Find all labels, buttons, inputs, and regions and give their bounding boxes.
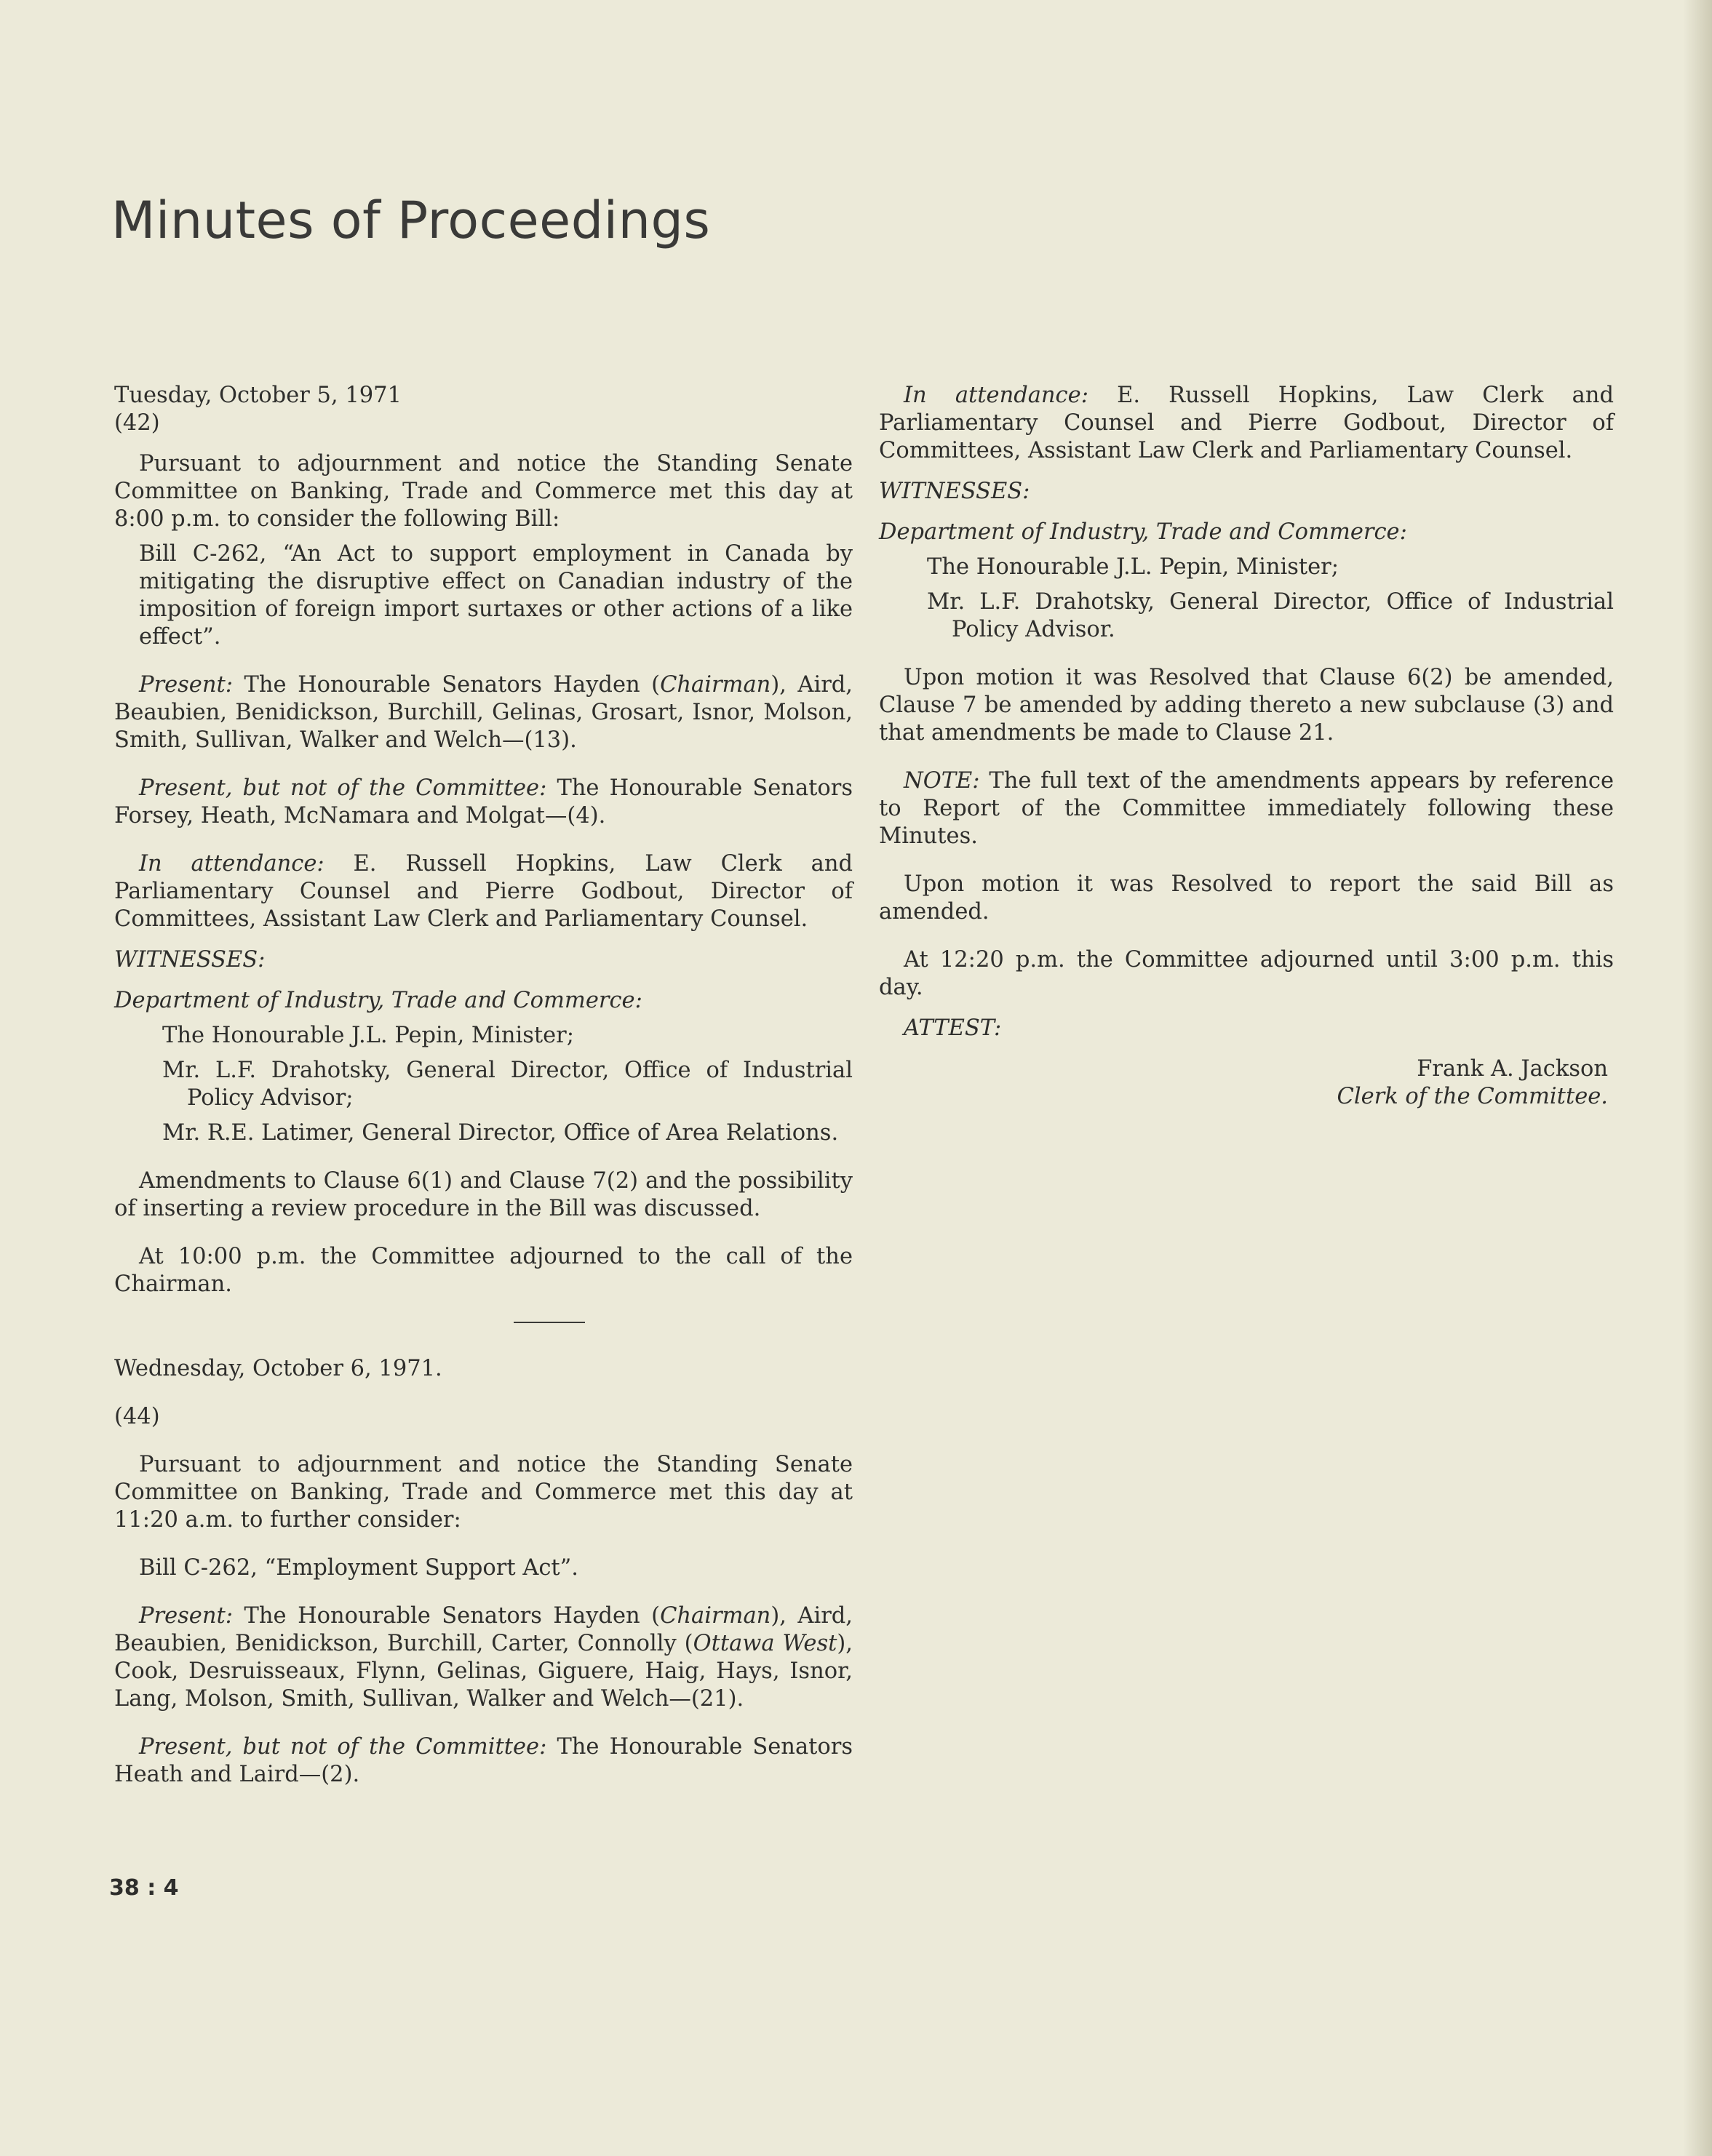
bill-description-2: Bill C-262, “Employment Support Act”. — [139, 1555, 578, 1581]
note-paragraph: NOTE: The full text of the amendments appears by reference to Report of the Committee immediately following these Minutes. — [879, 768, 1614, 849]
paragraph-amendments-discussed: Amendments to Clause 6(1) and Clause 7(2) and the possibility of inserting a review procedure in the Bill was discussed. — [114, 1168, 853, 1221]
witnesses-heading-1: WITNESSES: — [114, 947, 266, 973]
bill-description-1: Bill C-262, “An Act to support employment in Canada by mitigating the disruptive effect on Canadian industry of the imposition of foreign import surtaxes or other actions of a like effect”. — [139, 541, 853, 650]
meeting-date-2: Wednesday, October 6, 1971. — [114, 1356, 442, 1381]
witness-item: The Honourable J.L. Pepin, Minister; — [162, 1023, 575, 1048]
page-title: Minutes of Proceedings — [111, 190, 711, 250]
meeting-date-1: Tuesday, October 5, 1971 — [114, 383, 402, 408]
paragraph-pursuant-2: Pursuant to adjournment and notice the Standing Senate Committee on Banking, Trade and Commerce met this day at 11:20 a.m. to further consider: — [114, 1452, 853, 1533]
witnesses-heading-2: WITNESSES: — [879, 479, 1030, 504]
meeting-number-1: (42) — [114, 410, 160, 436]
paragraph-pursuant-1: Pursuant to adjournment and notice the Standing Senate Committee on Banking, Trade and Commerce met this day at 8:00 p.m. to consider the following Bill: — [114, 451, 853, 532]
present-list-1: Present: The Honourable Senators Hayden (Chairman), Aird, Beaubien, Benidickson, Burchill, Gelinas, Grosart, Isnor, Molson, Smith, Sullivan, Walker and Welch—(13). — [114, 672, 853, 753]
meeting-number-2: (44) — [114, 1404, 160, 1429]
present-not-committee-2: Present, but not of the Committee: The Honourable Senators Heath and Laird—(2). — [114, 1734, 853, 1787]
department-heading-2: Department of Industry, Trade and Commerce: — [879, 519, 1407, 545]
witness-item: Mr. L.F. Drahotsky, General Director, Office of Industrial Policy Advisor. — [927, 589, 1614, 642]
page-number: 38 : 4 — [109, 1875, 179, 1901]
witness-item: Mr. L.F. Drahotsky, General Director, Office of Industrial Policy Advisor; — [162, 1058, 853, 1111]
section-divider — [514, 1322, 585, 1323]
witness-item: The Honourable J.L. Pepin, Minister; — [927, 554, 1339, 580]
present-list-2: Present: The Honourable Senators Hayden (Chairman), Aird, Beaubien, Benidickson, Burchill, Carter, Connolly (Ottawa West), Cook, Desruisseaux, Flynn, Gelinas, Giguere, Haig, Hays, Isnor, Lang, Molson, Smith, Sullivan, Walker and Welch—(21). — [114, 1603, 853, 1712]
paragraph-adjourned-2: At 12:20 p.m. the Committee adjourned until 3:00 p.m. this day. — [879, 947, 1614, 1000]
signer-title: Clerk of the Committee. — [1337, 1084, 1608, 1109]
right-column — [879, 382, 1614, 1111]
present-not-committee-1: Present, but not of the Committee: The Honourable Senators Forsey, Heath, McNamara and Molgat—(4). — [114, 775, 853, 829]
department-heading-1: Department of Industry, Trade and Commerce: — [114, 988, 642, 1013]
in-attendance-2: In attendance: E. Russell Hopkins, Law Clerk and Parliamentary Counsel and Pierre Godbout, Director of Committees, Assistant Law Clerk and Parliamentary Counsel. — [879, 383, 1614, 463]
attest-label: ATTEST: — [904, 1015, 1002, 1041]
paragraph-adjourned-1: At 10:00 p.m. the Committee adjourned to the call of the Chairman. — [114, 1244, 853, 1297]
signer-name: Frank A. Jackson — [1417, 1056, 1608, 1082]
left-column — [114, 382, 853, 1789]
present-label: Present: — [139, 672, 234, 698]
paragraph-resolved-report: Upon motion it was Resolved to report the said Bill as amended. — [879, 871, 1614, 925]
paragraph-resolved-amend: Upon motion it was Resolved that Clause 6(2) be amended, Clause 7 be amended by adding thereto a new subclause (3) and that amendments be made to Clause 21. — [879, 665, 1614, 746]
witness-item: Mr. R.E. Latimer, General Director, Office of Area Relations. — [162, 1120, 839, 1146]
in-attendance-1: In attendance: E. Russell Hopkins, Law Clerk and Parliamentary Counsel and Pierre Godbout, Director of Committees, Assistant Law Clerk and Parliamentary Counsel. — [114, 851, 853, 932]
page-edge-shadow — [1683, 0, 1712, 2156]
